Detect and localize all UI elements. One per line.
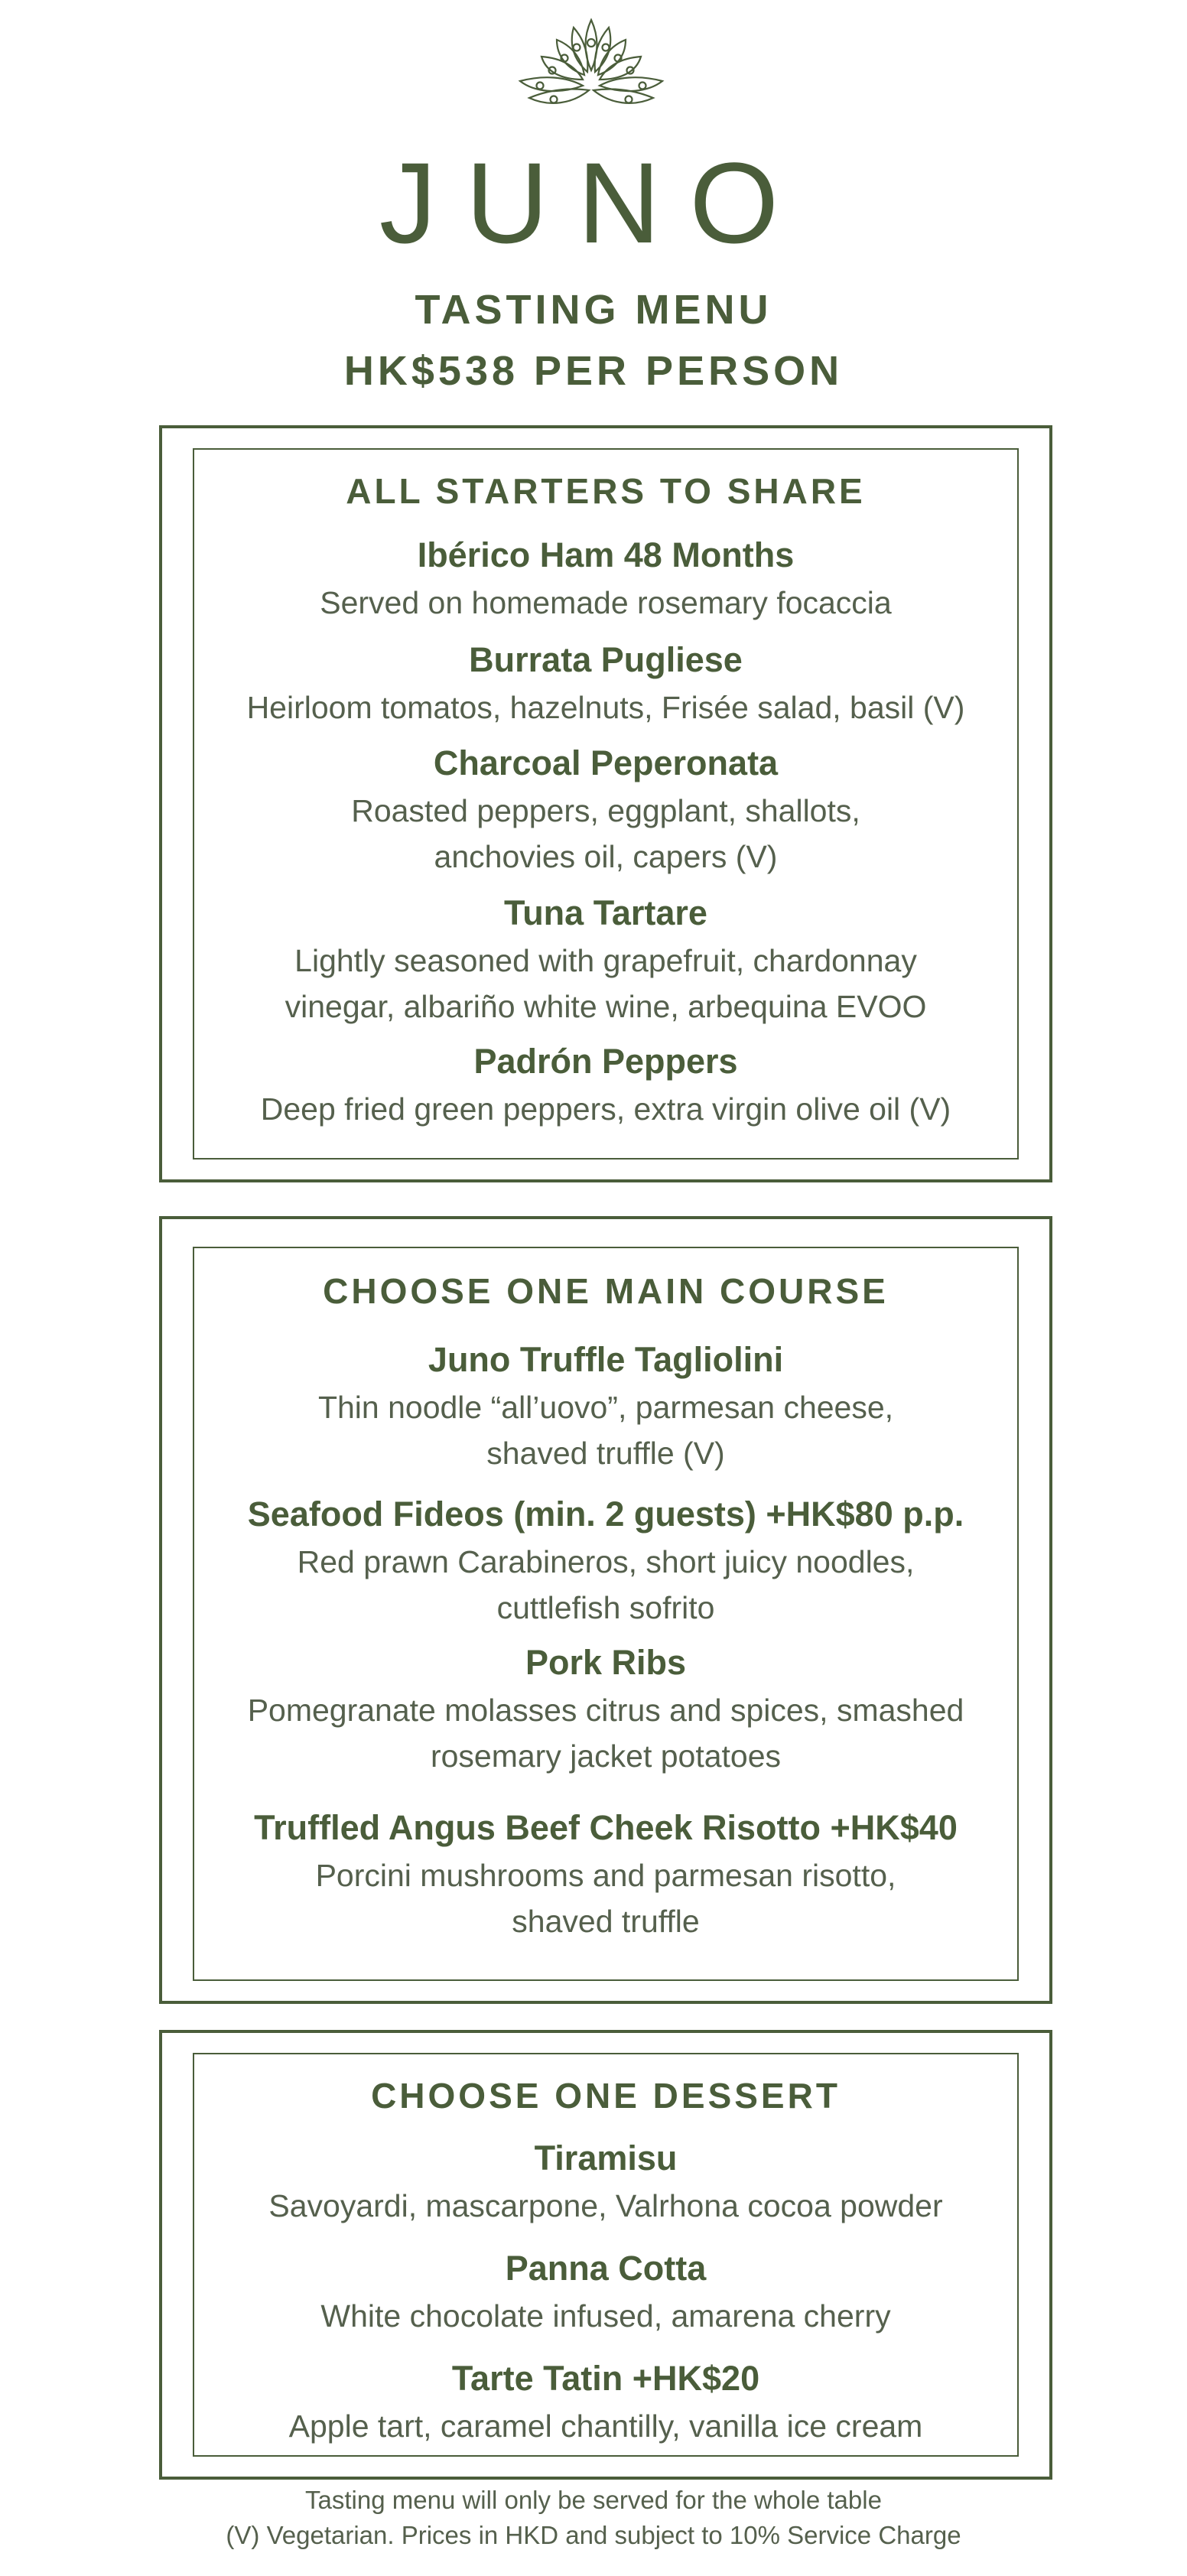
- starters-section: [159, 425, 1052, 1182]
- mains-section: [159, 1216, 1052, 2004]
- desserts-section: [159, 2030, 1052, 2480]
- dish-description: Served on homemade rosemary focaccia: [320, 585, 892, 620]
- dish-description: Deep fried green peppers, extra virgin olive oil (V): [260, 1091, 951, 1127]
- footer-note: Tasting menu will only be served for the whole table: [305, 2486, 882, 2514]
- starters-inner-frame: [193, 448, 1019, 1160]
- dish-name: Ibérico Ham 48 Months: [417, 535, 795, 574]
- dish-description: rosemary jacket potatoes: [430, 1738, 782, 1774]
- dish-name: Tarte Tatin +HK$20: [451, 2359, 760, 2398]
- mains-inner-frame: [193, 1247, 1019, 1981]
- brand-name: JUNO: [379, 138, 808, 267]
- dish-description: vinegar, albariño white wine, arbequina EVOO: [285, 989, 927, 1024]
- dish-name: Seafood Fideos (min. 2 guests) +HK$80 p.p.: [247, 1495, 964, 1534]
- dish-description: cuttlefish sofrito: [496, 1590, 715, 1625]
- lotus-fan-icon: [512, 14, 670, 112]
- dish-description: Lightly seasoned with grapefruit, chardonnay: [294, 943, 917, 978]
- footer-note: (V) Vegetarian. Prices in HKD and subject to 10% Service Charge: [226, 2521, 961, 2549]
- dish-description: Apple tart, caramel chantilly, vanilla ice cream: [288, 2408, 923, 2444]
- dish-description: shaved truffle: [512, 1904, 700, 1939]
- dish-description: White chocolate infused, amarena cherry: [320, 2298, 891, 2334]
- dish-description: anchovies oil, capers (V): [434, 839, 778, 874]
- dish-name: Panna Cotta: [505, 2249, 707, 2288]
- section-title: CHOOSE ONE DESSERT: [371, 2076, 841, 2116]
- price-per-person: HK$538 PER PERSON: [343, 348, 844, 394]
- dish-name: Padrón Peppers: [473, 1042, 738, 1081]
- dish-name: Tuna Tartare: [504, 893, 707, 932]
- dish-name: Tiramisu: [534, 2139, 678, 2178]
- dish-description: Thin noodle “all’uovo”, parmesan cheese,: [317, 1390, 894, 1425]
- dish-description: shaved truffle (V): [486, 1436, 725, 1471]
- page-title: TASTING MENU: [415, 287, 772, 333]
- dish-description: Heirloom tomatos, hazelnuts, Frisée salad, basil (V): [246, 690, 965, 725]
- dish-name: Pork Ribs: [525, 1643, 687, 1682]
- dish-name: Juno Truffle Tagliolini: [428, 1340, 784, 1379]
- section-title: CHOOSE ONE MAIN COURSE: [323, 1271, 889, 1311]
- dish-description: Red prawn Carabineros, short juicy noodles,: [297, 1544, 915, 1579]
- desserts-inner-frame: [193, 2053, 1019, 2457]
- dish-description: Porcini mushrooms and parmesan risotto,: [315, 1858, 896, 1893]
- section-title: ALL STARTERS TO SHARE: [346, 471, 866, 511]
- dish-name: Burrata Pugliese: [469, 640, 743, 679]
- dish-description: Savoyardi, mascarpone, Valrhona cocoa powder: [268, 2188, 943, 2223]
- dish-name: Truffled Angus Beef Cheek Risotto +HK$40: [254, 1808, 958, 1847]
- dish-description: Roasted peppers, eggplant, shallots,: [351, 793, 860, 828]
- dish-name: Charcoal Peperonata: [433, 743, 779, 782]
- dish-description: Pomegranate molasses citrus and spices, smashed: [247, 1693, 964, 1728]
